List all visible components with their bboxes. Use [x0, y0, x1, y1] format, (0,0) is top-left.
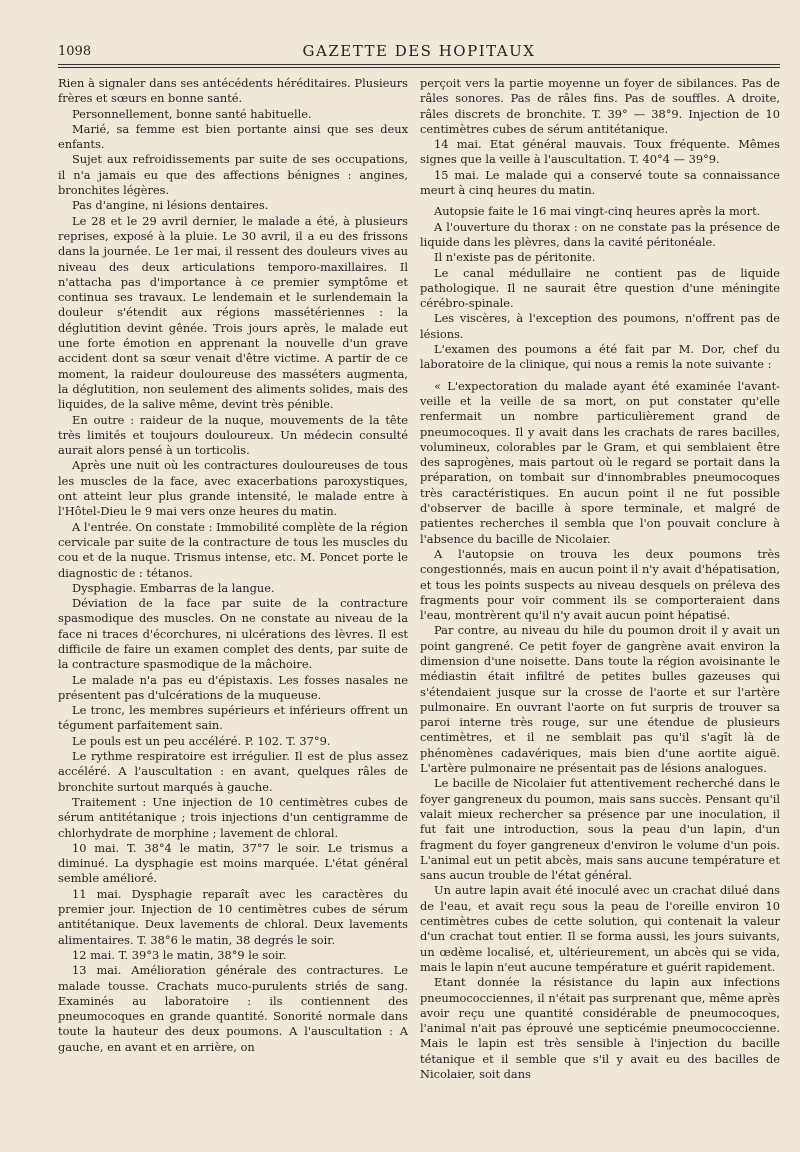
paragraph: A l'entrée. On constate : Immobilité complète de la région cervicale par suite de la contracture de tous les muscles du cou et de la nuque. Trismus intense, etc. M. Poncet porte le diagnostic de : tétanos. [58, 519, 408, 580]
paragraph: Personnellement, bonne santé habituelle. [72, 106, 312, 121]
paragraph: Par contre, au niveau du hile du poumon droit il y avait un point gangrené. Ce petit foyer de gangrène avait environ la dimension d'une noisette. Dans toute la région avoisinante le médiastin était infiltré de petites bulles gazeuses qui s'étendaient jusque sur la crosse de l'aorte et sur l'artère pulmonaire. En ouvrant l'aorte on fut surpris de trouver sa paroi interne très rouge, sur une étendue de plusieurs centimètres, et il ne semblait pas qu'il s'agît là de phénomènes cadavériques, mais bien d'une aortite aiguë. L'artère pulmonaire ne présentait pas de lésions analogues. [420, 623, 780, 776]
paragraph: Le canal médullaire ne contient pas de liquide pathologique. Il ne saurait être question d'une méningite cérébro-spinale. [420, 265, 780, 311]
paragraph: Après une nuit où les contractures douloureuses de tous les muscles de la face, avec exacerbations paroxystiques, ont atteint leur plus grande intensité, le malade entre à l'Hôtel-Dieu le 9 mai vers onze heures du matin. [58, 458, 408, 519]
paragraph: Pas d'angine, ni lésions dentaires. [72, 198, 269, 213]
paragraph: Il n'existe pas de péritonite. [434, 250, 596, 265]
journal-title: GAZETTE DES HOPITAUX [302, 42, 536, 60]
paragraph: 10 mai. T. 38°4 le matin, 37°7 le soir. Le trismus a diminué. La dysphagie est moins marquée. L'état général semble amélioré. [58, 840, 408, 886]
paragraph: Etant donnée la résistance du lapin aux infections pneumococciennes, il n'était pas surprenant que, même après avoir reçu une quantité considérable de pneumocoques, l'animal n'ait pas éprouvé une septicémie pneumococcienne. Mais le lapin est très sensible à l'injection du bacille tétanique et il semble que s'il y avait eu des bacilles de Nicolaier, soit dans [420, 975, 780, 1081]
paragraph: A l'ouverture du thorax : on ne constate pas la présence de liquide dans les plèvres, dans la cavité péritonéale. [420, 219, 780, 249]
paragraph: Le tronc, les membres supérieurs et inférieurs offrent un tégument parfaitement sain. [58, 703, 408, 733]
paragraph: Le malade n'a pas eu d'épistaxis. Les fosses nasales ne présentent pas d'ulcérations de la muqueuse. [58, 672, 408, 702]
paragraph: 11 mai. Dysphagie reparaît avec les caractères du premier jour. Injection de 10 centimètres cubes de sérum antitétanique. Deux lavements de chloral. Deux lavements alimentaires. T. 38°6 le matin, 38 degrés le soir. [58, 886, 408, 947]
paragraph: Dysphagie. Embarras de la langue. [72, 580, 275, 595]
paragraph: perçoit vers la partie moyenne un foyer de sibilances. Pas de râles sonores. Pas de râles fins. Pas de souffles. A droite, râles discrets de bronchite. T. 39° — 38°9. Injection de 10 centimètres cubes de sérum antitétanique. [420, 76, 780, 136]
paragraph: Les viscères, à l'exception des poumons, n'offrent pas de lésions. [420, 311, 780, 341]
paragraph: 13 mai. Amélioration générale des contractures. Le malade tousse. Crachats muco-purulents striés de sang. Examinés au laboratoire : ils contiennent des pneumocoques en grande quantité. Sonorité normale dans toute la hauteur des deux poumons. A l'auscultation : A gauche, en avant et en arrière, on [58, 963, 408, 1054]
paragraph: En outre : raideur de la nuque, mouvements de la tête très limités et toujours douloureux. Un médecin consulté aurait alors pensé à un torticolis. [58, 412, 408, 458]
header-rule-top [58, 64, 780, 65]
paragraph: Déviation de la face par suite de la contracture spasmodique des muscles. On ne constate au niveau de la face ni traces d'écorchures, ni ulcérations des lèvres. Il est difficile de faire un examen complet des dents, par suite de la contracture spasmodique de la mâchoire. [58, 596, 408, 672]
page-header [58, 38, 780, 62]
paragraph: Le pouls est un peu accéléré. P. 102. T. 37°9. [72, 733, 331, 748]
paragraph: 15 mai. Le malade qui a conservé toute sa connaissance meurt à cinq heures du matin. [420, 167, 780, 198]
paragraph: 14 mai. Etat général mauvais. Toux fréquente. Mêmes signes que la veille à l'auscultation. T. 40°4 — 39°9. [420, 137, 780, 167]
paragraph: Traitement : Une injection de 10 centimètres cubes de sérum antitétanique ; trois injections d'un centigramme de chlorhydrate de morphine ; lavement de chloral. [58, 794, 408, 840]
paragraph: 12 mai. T. 39°3 le matin, 38°9 le soir. [72, 947, 287, 962]
paragraph: Le 28 et le 29 avril dernier, le malade a été, à plusieurs reprises, exposé à la pluie. Le 30 avril, il a eu des frissons dans la journée. Le 1er mai, il ressent des douleurs vives au niveau des deux articulations temporo-maxillaires. Il n'attacha pas d'importance à ce premier symptôme et continua ses travaux. Le lendemain et le surlendemain la douleur s'étendit aux régions massétériennes : la déglutition devint gênée. Trois jours après, le malade eut une forte émotion en apprenant la nouvelle d'un grave accident dont sa sœur venait d'être victime. A partir de ce moment, la raideur douloureuse des masséters augmenta, la déglutition, non seulement des aliments solides, mais des liquides, de la salive même, devint très pénible. [58, 213, 408, 412]
paragraph: Un autre lapin avait été inoculé avec un crachat dilué dans de l'eau, et avait reçu sous la peau de l'oreille environ 10 centimètres cubes de cette solution, qui contenait la valeur d'un crachat tout entier. Il se forma aussi, les jours suivants, un œdème localisé, et, ultérieurement, un abcès qui se vida, mais le lapin n'eut aucune température et guérit rapidement. [420, 883, 780, 974]
paragraph: L'examen des poumons a été fait par M. Dor, chef du laboratoire de la clinique, qui nous a remis la note suivante : [420, 342, 780, 372]
quoted-paragraph: « L'expectoration du malade ayant été examinée l'avant-veille et la veille de sa mort, on put constater qu'elle renfermait un nombre particulièrement grand de pneumocoques. Il y avait dans les crachats de rares bacilles, volumineux, colorables par le Gram, et qui semblaient être des saprogènes, mais partout où le regard se portait dans la préparation, on tombait sur d'innombrables pneumocoques très caractéristiques. En aucun point il ne fut possible d'observer de bacille à spore terminale, et malgré de patientes recherches il sembla que l'on pouvait conclure à l'absence du bacille de Nicolaier. [420, 378, 780, 546]
paragraph: Rien à signaler dans ses antécédents héréditaires. Plusieurs frères et sœurs en bonne santé. [58, 76, 408, 106]
paragraph: Le rythme respiratoire est irrégulier. Il est de plus assez accéléré. A l'auscultation : en avant, quelques râles de bronchite surtout marqués à gauche. [58, 749, 408, 794]
header-rule-bottom [58, 67, 780, 68]
left-column [58, 76, 408, 1055]
paragraph: A l'autopsie on trouva les deux poumons très congestionnés, mais en aucun point il n'y avait d'hépatisation, et tous les points suspects au niveau desquels on préleva des fragments pour voir comment ils se comporteraient dans l'eau, montrèrent qu'il n'y avait aucun point hépatisé. [420, 546, 780, 623]
paragraph: Sujet aux refroidissements par suite de ses occupations, il n'a jamais eu que des affections bénignes : angines, bronchites légères. [58, 152, 408, 198]
paragraph: Le bacille de Nicolaier fut attentivement recherché dans le foyer gangreneux du poumon, mais sans succès. Pensant qu'il valait mieux rechercher sa présence par une inoculation, il fut fait une introduction, sous la peau d'un lapin, d'un fragment du foyer gangreneux d'environ le volume d'un pois. L'animal eut un petit abcès, mais sans aucune température et sans aucun trouble de l'état général. [420, 776, 780, 883]
paragraph: Autopsie faite le 16 mai vingt-cinq heures après la mort. [434, 204, 761, 219]
page-number: 1098 [58, 44, 92, 59]
paragraph: Marié, sa femme est bien portante ainsi que ses deux enfants. [58, 121, 408, 152]
right-column [420, 76, 780, 1082]
